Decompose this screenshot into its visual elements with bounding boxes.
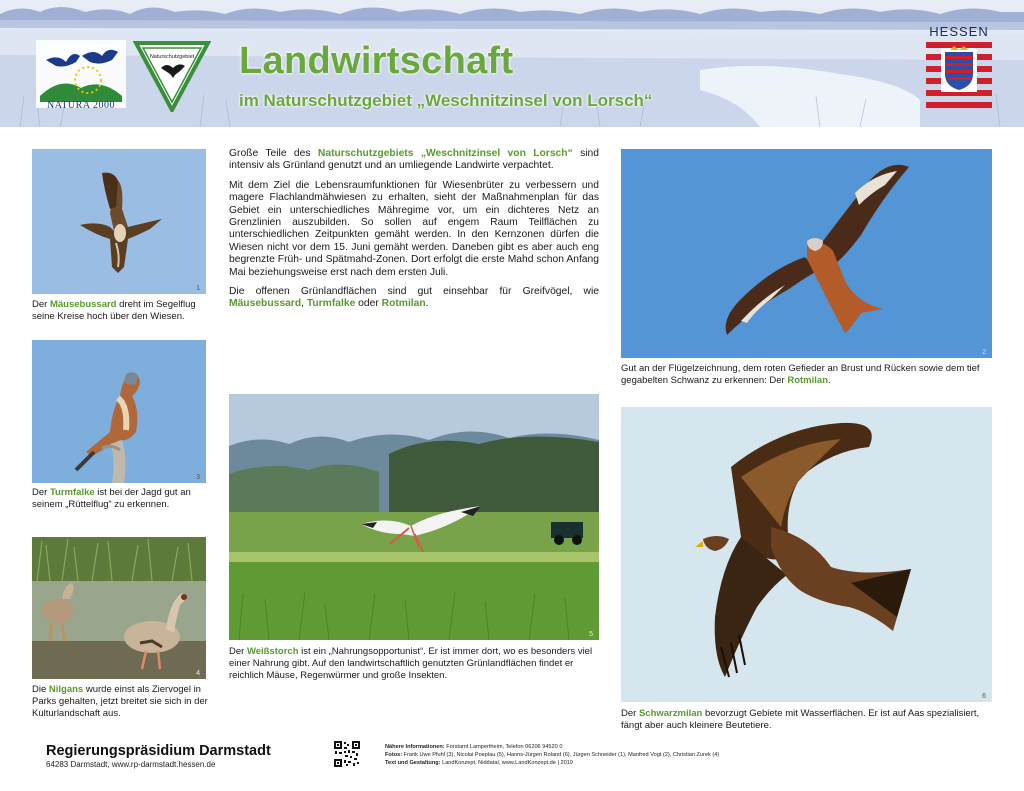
caption-kestrel: [32, 487, 208, 511]
text-run: Der: [32, 299, 50, 310]
photo-kestrel: [32, 340, 206, 483]
nsg-label: Naturschutzgebiet: [149, 54, 195, 60]
hessen-coat-of-arms: [926, 42, 992, 112]
text-run: Die offenen Grünlandflächen sind gut einsehbar für Greifvögel, wie: [229, 286, 599, 298]
highlighted-term: Naturschutzgebiets „Weschnitzinsel von Lorsch“: [317, 148, 573, 159]
page-title: Landwirtschaft: [239, 40, 514, 82]
page-subtitle: im Naturschutzgebiet „Weschnitzinsel von Lorsch“: [239, 91, 653, 110]
text-run: oder: [355, 298, 382, 310]
highlighted-term: Mäusebussard: [229, 298, 302, 310]
highlighted-term: Schwarzmilan: [638, 708, 703, 719]
photo-buzzard: [32, 149, 206, 294]
photo-number: 1: [196, 285, 200, 292]
text-run: Der: [621, 708, 639, 719]
text-run: .: [828, 375, 831, 386]
photo-number: 6: [982, 693, 986, 700]
intro-paragraph-3: [229, 286, 599, 311]
highlighted-term: Weißstorch: [246, 646, 299, 657]
header-banner: [0, 0, 1024, 127]
highlighted-term: Rotmilan: [381, 298, 426, 310]
footer-credits: [385, 743, 805, 767]
caption-red-kite: [621, 363, 993, 387]
text-run: ,: [301, 298, 307, 310]
intro-paragraph-2: Mit dem Ziel die Lebensraumfunktionen für Wiesenbrüter zu verbessern und magere Flachlandmähwiesen zu erhalten, sieht der Maßnahmenplan für das Gebiet ein unterschiedliches Mähregime vor, um ein dichteres Netz an Grenzlinien auszubilden. So sollen auf engem Raum Teilflächen zu unterschiedlichen Zeitpunkten gemäht werden. In den Kernzonen dürfen die Wiesen nicht vor dem 15. Juni gemäht werden. Daneben gibt es aber auch eng begrenzte Früh- und Spätmahd-Zonen. Dort erfolgt die erste Mahd schon Anfang Mai beziehungsweise erst nach dem ersten Juli.: [229, 179, 599, 278]
footer-organization: Regierungspräsidium Darmstadt: [46, 743, 271, 759]
text-run: Große Teile des: [229, 148, 318, 159]
highlighted-term: Rotmilan: [787, 375, 828, 386]
text-run: wurde einst als Ziervogel in Parks gehalten, jetzt breitet sie sich in der Kulturlandschaft aus.: [32, 684, 208, 719]
text-run: sind intensiv als Grünland genutzt und an umliegende Landwirte verpachtet.: [229, 148, 599, 172]
photo-geese: [32, 537, 206, 679]
highlighted-term: Turmfalke: [306, 298, 356, 310]
caption-black-kite: [621, 708, 993, 732]
photo-number: 3: [196, 474, 200, 481]
intro-paragraph-1: [229, 148, 599, 173]
photo-number: 2: [982, 349, 986, 356]
intro-text: [229, 148, 599, 318]
photo-number: 4: [196, 670, 200, 677]
naturschutzgebiet-logo: [133, 40, 211, 112]
caption-stork: [229, 646, 599, 682]
footer-address: 64283 Darmstadt, www.rp-darmstadt.hessen.de: [46, 760, 216, 769]
text-run: dreht im Segelflug seine Kreise hoch über den Wiesen.: [32, 299, 196, 322]
text-run: Die: [32, 684, 49, 695]
photo-number: 5: [589, 631, 593, 638]
text-run: Der: [32, 487, 50, 498]
highlighted-term: Nilgans: [48, 684, 84, 695]
text-run: ist bei der Jagd gut an seinem „Rüttelflug“ zu erkennen.: [32, 487, 191, 510]
natura-2000-label: NATURA 2000: [46, 100, 115, 111]
text-run: ist ein „Nahrungsopportunist“. Er ist immer dort, wo es besonders viel einer Nahrung gibt. Auf den landwirtschaftlich genutzten Grünlandflächen findet er reichlich Mäuse, Regenwürmer und große Insekten.: [229, 646, 593, 681]
photo-stork: [229, 394, 599, 640]
hessen-label: HESSEN: [929, 24, 989, 39]
photo-black-kite: [621, 407, 992, 702]
qr-code[interactable]: [334, 741, 360, 767]
highlighted-term: Turmfalke: [49, 487, 95, 498]
highlighted-term: Mäusebussard: [49, 299, 117, 310]
photo-red-kite: [621, 149, 992, 358]
text-run: .: [425, 298, 429, 310]
caption-geese: [32, 684, 208, 720]
footer-info-line: Nähere Informationen: Forstamt Lampertheim, Telefon 06206 94520 0: [385, 744, 563, 750]
text-run: Gut an der Flügelzeichnung, dem roten Gefieder an Brust und Rücken sowie dem tief gegabelten Schwanz zu erkennen: Der: [621, 363, 980, 386]
text-run: Der: [229, 646, 247, 657]
footer-design-line: Text und Gestaltung: LandKonzept, Niddatal, www.LandKonzept.de | 2019: [385, 760, 573, 766]
text-run: bevorzugt Gebiete mit Wasserflächen. Er ist auf Aas spezialisiert, fängt aber auch kleinere Beutetiere.: [621, 708, 980, 731]
natura-2000-logo: [36, 40, 126, 108]
caption-buzzard: [32, 299, 208, 323]
footer-photos-line: Fotos: Frank Uwe Pfuhl (3), Nicolai Poeplau (5), Hanns-Jürgen Roland (6), Jürgen Schneider (1), Manfred Vogt (2), Christian Zurek (4): [385, 752, 720, 758]
